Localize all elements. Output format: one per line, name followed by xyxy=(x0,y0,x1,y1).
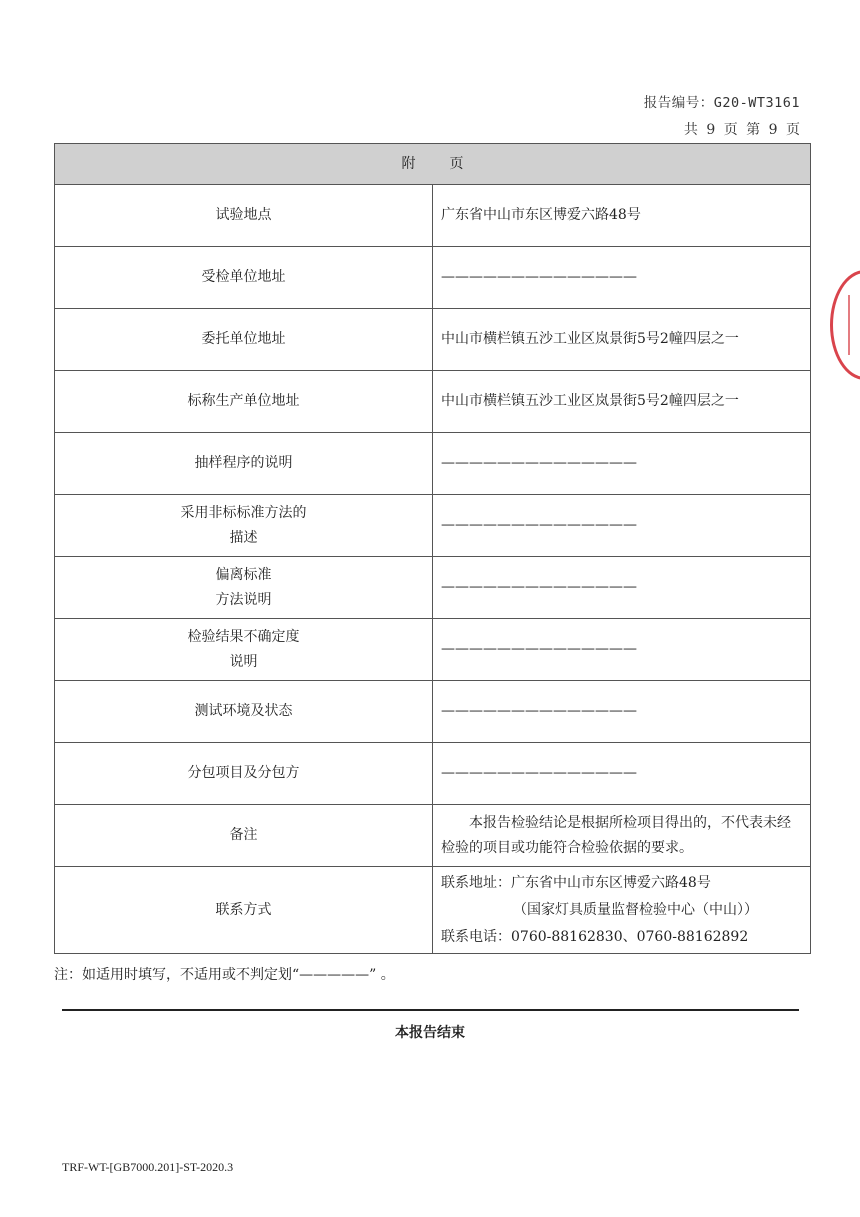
row-value: —————————————— xyxy=(433,433,811,495)
row-value: 广东省中山市东区博爱六路48号 xyxy=(433,185,811,247)
table-row xyxy=(55,495,811,557)
row-label-line: 方法说明 xyxy=(215,591,272,608)
remark-text: 本报告检验结论是根据所检项目得出的，不代表未经检验的项目或功能符合检验依据的要求。 xyxy=(441,814,791,856)
table-row xyxy=(55,247,811,309)
row-value: 中山市横栏镇五沙工业区岚景街5号2幢四层之一 xyxy=(433,371,811,433)
contact-cell xyxy=(433,867,811,954)
row-label: 受检单位地址 xyxy=(55,247,433,309)
row-value: 中山市横栏镇五沙工业区岚景街5号2幢四层之一 xyxy=(433,309,811,371)
table-title: 附页 xyxy=(55,144,811,185)
table-row xyxy=(55,743,811,805)
contact-phone: 联系电话：0760-88162830、0760-88162892 xyxy=(441,928,749,945)
row-label: 分包项目及分包方 xyxy=(55,743,433,805)
report-end-text: 本报告结束 xyxy=(395,1025,465,1041)
row-label-line: 采用非标标准方法的 xyxy=(180,504,307,521)
row-label: 备注 xyxy=(55,805,433,867)
table-row xyxy=(55,309,811,371)
end-divider xyxy=(62,1009,799,1011)
contact-center: （国家灯具质量监督检验中心（中山）） xyxy=(513,901,758,918)
row-label: 试验地点 xyxy=(55,185,433,247)
row-label: 测试环境及状态 xyxy=(55,681,433,743)
row-value: —————————————— xyxy=(433,247,811,309)
row-value: —————————————— xyxy=(433,619,811,681)
table-row xyxy=(55,433,811,495)
row-label xyxy=(55,619,433,681)
table-row xyxy=(55,371,811,433)
contact-address: 联系地址：广东省中山市东区博爱六路48号 xyxy=(441,874,711,891)
row-label: 标称生产单位地址 xyxy=(55,371,433,433)
page-info: 共 9 页 第 9 页 xyxy=(683,122,800,138)
table-row xyxy=(55,867,811,954)
table-row xyxy=(55,619,811,681)
row-label: 抽样程序的说明 xyxy=(55,433,433,495)
row-label-line: 检验结果不确定度 xyxy=(187,628,300,645)
row-label-line: 说明 xyxy=(229,653,258,670)
row-value: —————————————— xyxy=(433,743,811,805)
row-label-line: 偏离标准 xyxy=(215,566,272,583)
row-value: —————————————— xyxy=(433,681,811,743)
form-code: TRF-WT-[GB7000.201]-ST-2020.3 xyxy=(62,1160,234,1174)
row-label xyxy=(55,557,433,619)
appendix-table xyxy=(54,143,811,954)
row-label-line: 描述 xyxy=(229,529,258,546)
seal-mark-icon xyxy=(848,295,860,355)
row-value: —————————————— xyxy=(433,495,811,557)
table-row xyxy=(55,805,811,867)
remark-cell xyxy=(433,805,811,867)
footnote: 注：如适用时填写，不适用或不判定划“—————” 。 xyxy=(54,967,395,983)
row-label xyxy=(55,495,433,557)
table-row xyxy=(55,185,811,247)
row-label: 委托单位地址 xyxy=(55,309,433,371)
row-value: —————————————— xyxy=(433,557,811,619)
row-label: 联系方式 xyxy=(55,867,433,954)
report-number: 报告编号：G20-WT3161 xyxy=(643,95,800,111)
table-row xyxy=(55,557,811,619)
table-row xyxy=(55,681,811,743)
